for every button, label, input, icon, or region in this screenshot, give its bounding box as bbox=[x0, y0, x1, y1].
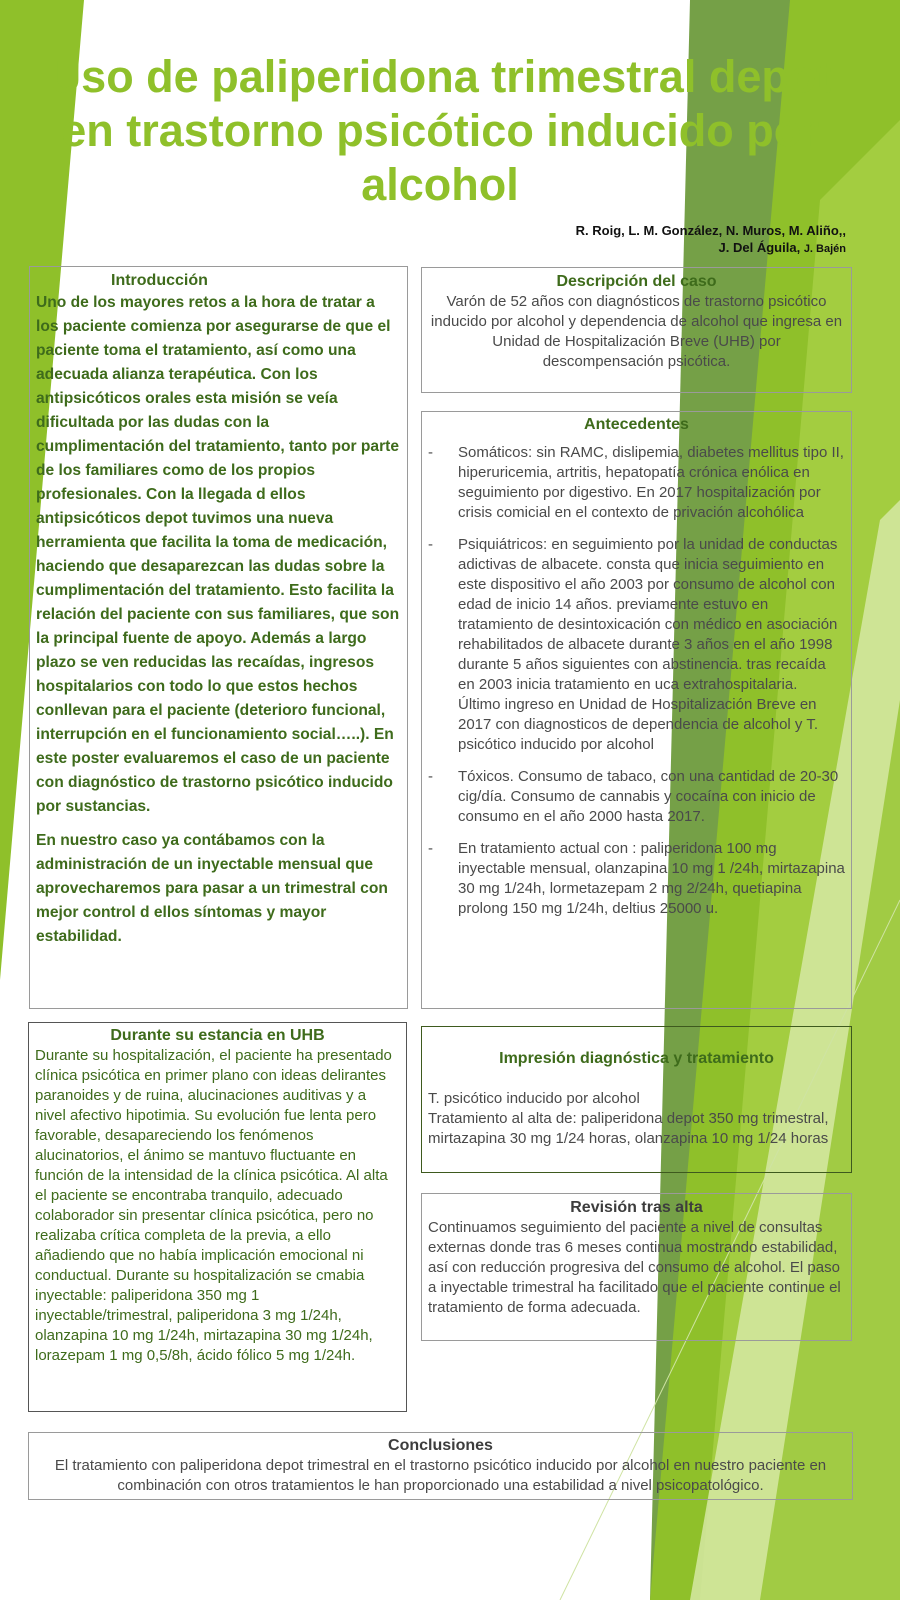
revision-heading: Revisión tras alta bbox=[570, 1199, 703, 1216]
post-discharge-section bbox=[421, 1193, 852, 1341]
diagnosis-section bbox=[421, 1026, 852, 1173]
diagnosis-line-2: Tratamiento al alta de: paliperidona depot 350 mg trimestral, mirtazapina 30 mg 1/24 horas, olanzapina 10 mg 1/24 horas bbox=[428, 1110, 829, 1147]
stay-heading: Durante su estancia en UHB bbox=[110, 1027, 325, 1044]
list-item bbox=[428, 839, 845, 919]
poster-title: Uso de paliperidona trimestral depot en trastorno psicótico inducido por alcohol bbox=[48, 51, 832, 210]
antecedents-list bbox=[428, 443, 845, 919]
hospital-stay-section bbox=[28, 1022, 407, 1412]
authors-line-2-small: J. Bajén bbox=[803, 243, 846, 255]
intro-heading: Introducción bbox=[111, 272, 208, 289]
antecedent-somatic: Somáticos: sin RAMC, dislipemia, diabetes mellitus tipo II, hiperuricemia, artritis, hepatopatía crónica enólica en seguimiento por digestivo. En 2017 hospitalización por crisis comicial en el contexto de privación alcohólica bbox=[458, 444, 844, 521]
list-item bbox=[428, 535, 845, 755]
antecedent-toxic: Tóxicos. Consumo de tabaco, con una cantidad de 20-30 cig/día. Consumo de cannabis y cocaína con inicio de consumo en el año 2000 hasta 2017. bbox=[458, 768, 839, 825]
antecedent-psychiatric: Psiquiátricos: en seguimiento por la unidad de conductas adictivas de albacete. consta que inicia seguimiento en este dispositivo el año 2003 por consumo de alcohol con edad de inicio 14 años. previamente estuvo en tratamiento de desintoxicación con médico en asociación rehabilitados de albacete durante 3 años en el año 1998 durante 5 años siguientes con abstinencia. tras recaída en 2003 inicia tratamiento en uca extrahospitalaria. Último ingreso en Unidad de Hospitalización Breve en 2017 con diagnosticos de dependencia de alcohol y T. psicótico inducido por alcohol bbox=[458, 536, 838, 753]
antecedents-section bbox=[421, 411, 852, 1009]
list-item bbox=[428, 443, 845, 523]
antecedent-treatment: En tratamiento actual con : paliperidona 100 mg inyectable mensual, olanzapina 10 mg 1 /24h, mirtazapina 30 mg 1/24h, lormetazepam 2 mg 2/24h, quetiapina prolong 150 mg 1/24h, deltius 25000 u. bbox=[458, 840, 845, 917]
conclusions-section bbox=[28, 1432, 853, 1500]
conclusions-heading: Conclusiones bbox=[388, 1437, 493, 1454]
bullet-dash: - bbox=[428, 768, 433, 785]
intro-paragraph-1: Uno de los mayores retos a la hora de tratar a los paciente comienza por asegurarse de que el paciente toma el tratamiento, así como una adecuada alianza terapéutica. Con los antipsicóticos orales esta misión se veía dificultada por las dudas con la cumplimentación del tratamiento, tanto por parte de los familiares como de los propios profesionales. Con la llegada d ellos antipsicóticos depot tuvimos una nueva herramienta que facilita la toma de medicación, haciendo que desaparezcan las dudas sobre la cumplimentación del tratamiento. Esto facilita la relación del paciente con sus familiares, que son la principal fuente de apoyo. Además a largo plazo se ven reducidas las recaídas, ingresos hospitalarios con todo lo que estos hechos conllevan para el paciente (deterioro funcional, interrupción en el funcionamiento social…..). En este poster evaluaremos el caso de un paciente con diagnóstico de trastorno psicótico inducido por sustancias. bbox=[36, 294, 400, 815]
authors-line-2 bbox=[426, 239, 846, 258]
conclusions-text: El tratamiento con paliperidona depot trimestral en el trastorno psicótico inducido por alcohol en nuestro paciente en combinación con otros tratamientos le han proporcionado una estabilidad a nivel psicopatológico. bbox=[54, 1457, 827, 1494]
stay-text: Durante su hospitalización, el paciente ha presentado clínica psicótica en primer plano con ideas delirantes paranoides y de ruina, alucinaciones auditivas y a nivel afectivo hipotimia. Su evolución fue lenta pero favorable, desapareciendo los fenómenos alucinatorios, el ánimo se mantuvo fluctuante en función de la intensidad de la clínica psicótica. Al alta el paciente se encontraba tranquilo, adecuado colaborador sin presentar clínica psicótica, pero no realizaba crítica completa de la previa, a ello añadiendo que no había implicación emocional ni conductual. Durante su hospitalización se cmabia inyectable: paliperidona 350 mg 1 inyectable/trimestral, paliperidona 3 mg 1/24h, olanzapina 10 mg 1/24h, mirtazapina 30 mg 1/24h, lorazepam 1 mg 0,5/8h, ácido fólico 5 mg 1/24h. bbox=[35, 1047, 392, 1364]
bullet-dash: - bbox=[428, 444, 433, 461]
list-item bbox=[428, 767, 845, 827]
case-heading: Descripción del caso bbox=[556, 273, 717, 290]
authors-line-2-main: J. Del Águila, bbox=[718, 240, 801, 255]
bullet-dash: - bbox=[428, 840, 433, 857]
intro-paragraph-2: En nuestro caso ya contábamos con la administración de un inyectable mensual que aprovecharemos para pasar a un trimestral con mejor control d ellos síntomas y mayor estabilidad. bbox=[36, 832, 388, 945]
authors-line-1: R. Roig, L. M. González, N. Muros, M. Aliño,, bbox=[575, 223, 846, 238]
authors bbox=[426, 222, 846, 258]
diagnosis-line-1: T. psicótico inducido por alcohol bbox=[428, 1090, 640, 1107]
antecedents-heading: Antecedentes bbox=[584, 416, 689, 433]
diagnosis-heading: Impresión diagnóstica y tratamiento bbox=[499, 1050, 774, 1067]
revision-text: Continuamos seguimiento del paciente a nivel de consultas externas donde tras 6 meses continua mostrando estabilidad, así con reducción progresiva del consumo de alcohol. El paso a inyectable trimestral ha facilitado que el paciente continue el tratamiento de forma adecuada. bbox=[428, 1219, 841, 1316]
case-text: Varón de 52 años con diagnósticos de trastorno psicótico inducido por alcohol y dependencia de alcohol que ingresa en Unidad de Hospitalización Breve (UHB) por descompensación psicótica. bbox=[430, 293, 843, 370]
intro-section bbox=[29, 266, 408, 1009]
bullet-dash: - bbox=[428, 536, 433, 553]
case-description-section bbox=[421, 267, 852, 393]
